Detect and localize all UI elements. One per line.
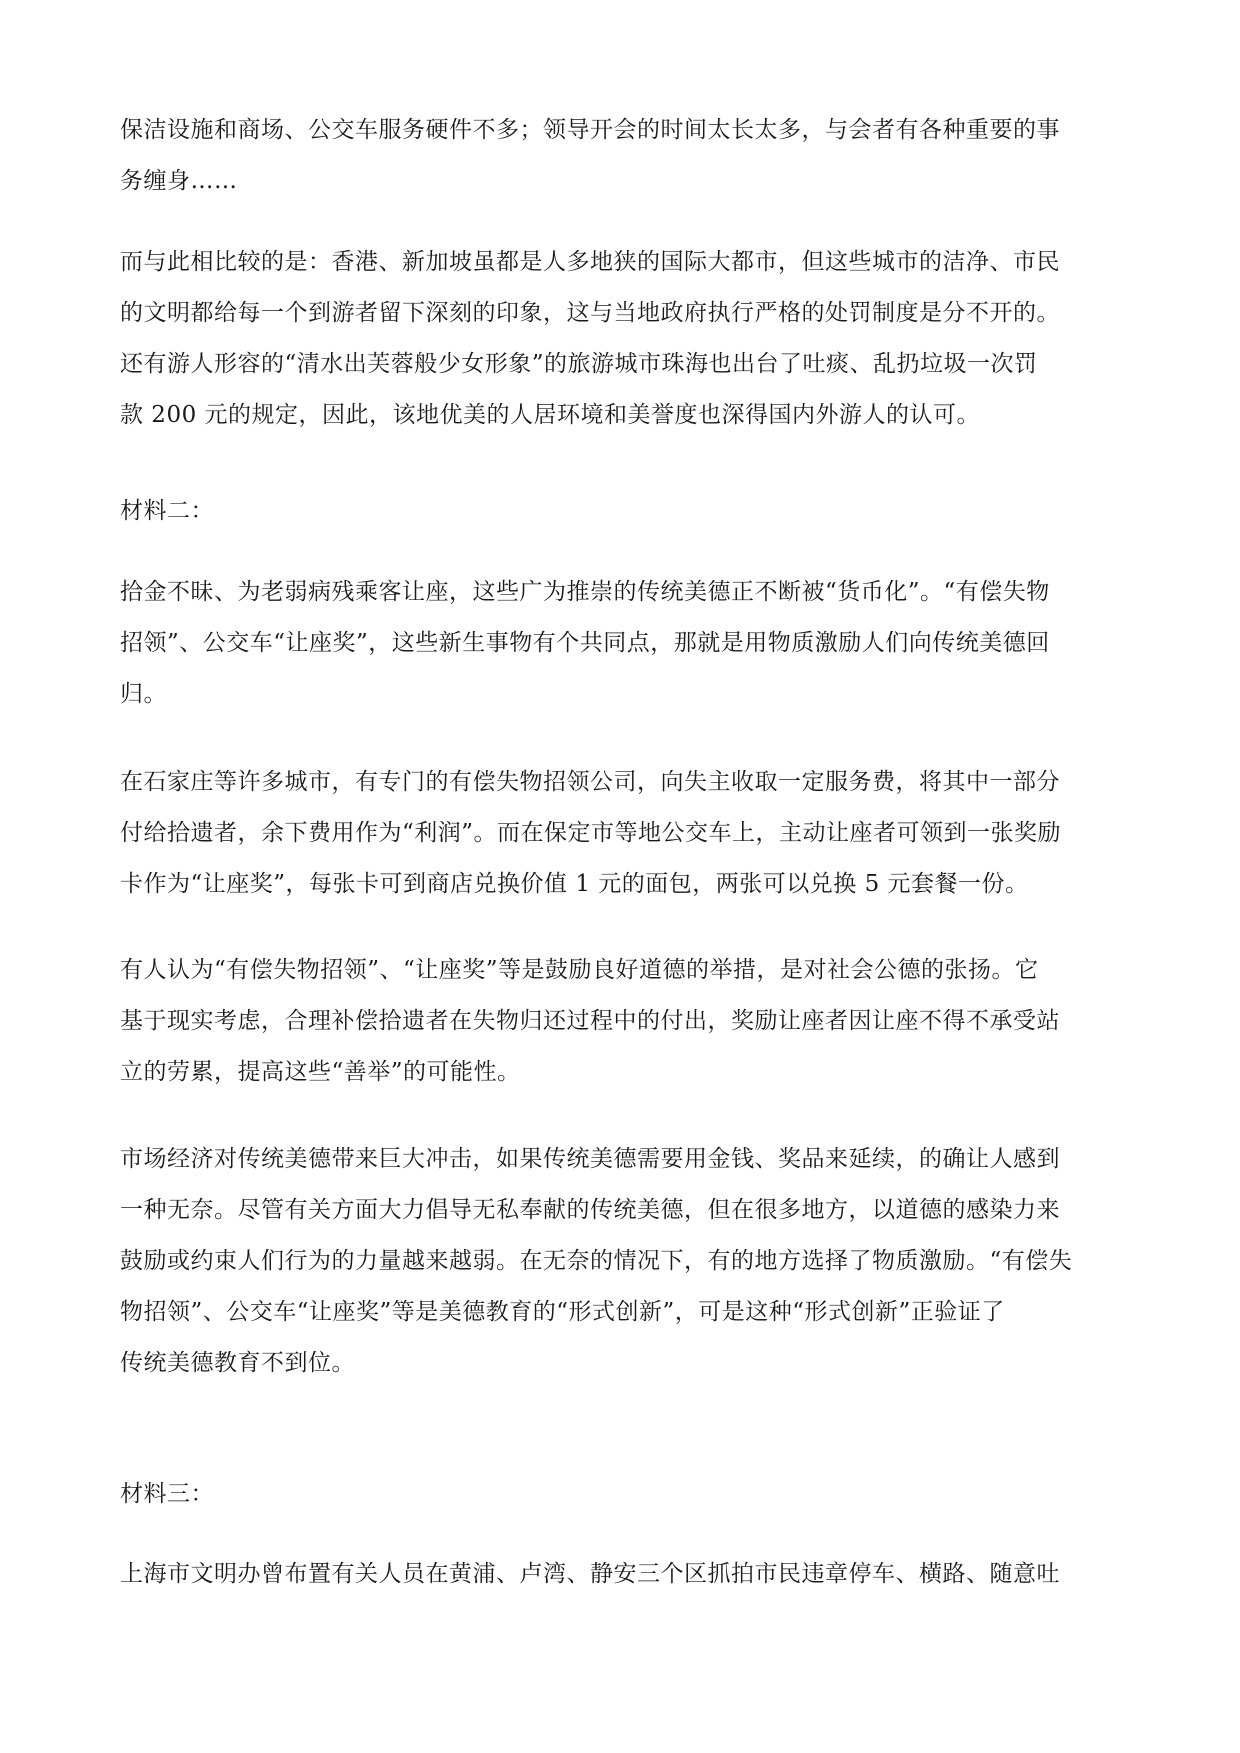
text-line: 在石家庄等许多城市，有专门的有偿失物招领公司，向失主收取一定服务费，将其中一部分 [120,769,1060,795]
heading-text: 材料三： [120,1481,214,1507]
text-line: 招领”、公交车“让座奖”，这些新生事物有个共同点，那就是用物质激励人们向传统美德回 [120,630,1050,656]
text-line: 归。 [120,681,167,707]
text-line: 上海市文明办曾布置有关人员在黄浦、卢湾、静安三个区抓拍市民违章停车、横路、随意吐 [120,1561,1060,1587]
text-line: 鼓励或约束人们行为的力量越来越弱。在无奈的情况下，有的地方选择了物质激励。“有偿失 [120,1248,1073,1274]
text-line: 而与此相比较的是：香港、新加坡虽都是人多地狭的国际大都市，但这些城市的洁净、市民 [120,249,1060,275]
paragraph-5 [120,945,1125,1098]
paragraph-1 [120,105,1125,207]
text-line: 还有游人形容的“清水出芙蓉般少女形象”的旅游城市珠海也出台了吐痰、乱扔垃圾一次罚 [120,351,1038,377]
paragraph-7 [120,1549,1125,1600]
text-line: 基于现实考虑，合理补偿拾遗者在失物归还过程中的付出，奖励让座者因让座不得不承受站 [120,1008,1060,1034]
paragraph-6 [120,1134,1125,1389]
section-heading-material-2 [120,486,1125,537]
text-line: 传统美德教育不到位。 [120,1350,355,1376]
paragraph-2 [120,237,1125,441]
text-line: 拾金不昧、为老弱病残乘客让座，这些广为推崇的传统美德正不断被“货币化”。“有偿失物 [120,579,1050,605]
text-line: 物招领”、公交车“让座奖”等是美德教育的“形式创新”，可是这种“形式创新”正验证了 [120,1299,1005,1325]
paragraph-4 [120,757,1125,910]
text-line: 一种无奈。尽管有关方面大力倡导无私奉献的传统美德，但在很多地方，以道德的感染力来 [120,1197,1060,1223]
text-line: 有人认为“有偿失物招领”、“让座奖”等是鼓励良好道德的举措，是对社会公德的张扬。它 [120,957,1039,983]
heading-text: 材料二： [120,498,214,524]
paragraph-3 [120,567,1125,720]
text-line: 立的劳累，提高这些“善举”的可能性。 [120,1059,521,1085]
text-line: 卡作为“让座奖”，每张卡可到商店兑换价值 1 元的面包，两张可以兑换 5 元套餐一份。 [120,871,1029,897]
text-line: 的文明都给每一个到游者留下深刻的印象，这与当地政府执行严格的处罚制度是分不开的。 [120,300,1060,326]
text-line: 市场经济对传统美德带来巨大冲击，如果传统美德需要用金钱、奖品来延续，的确让人感到 [120,1146,1060,1172]
section-heading-material-3 [120,1469,1125,1520]
text-line: 付给拾遗者，余下费用作为“利润”。而在保定市等地公交车上，主动让座者可领到一张奖励 [120,820,1062,846]
text-line: 保洁设施和商场、公交车服务硬件不多；领导开会的时间太长太多，与会者有各种重要的事 [120,117,1060,143]
text-line: 款 200 元的规定，因此，该地优美的人居环境和美誉度也深得国内外游人的认可。 [120,402,981,428]
text-line: 务缠身…… [120,168,238,194]
